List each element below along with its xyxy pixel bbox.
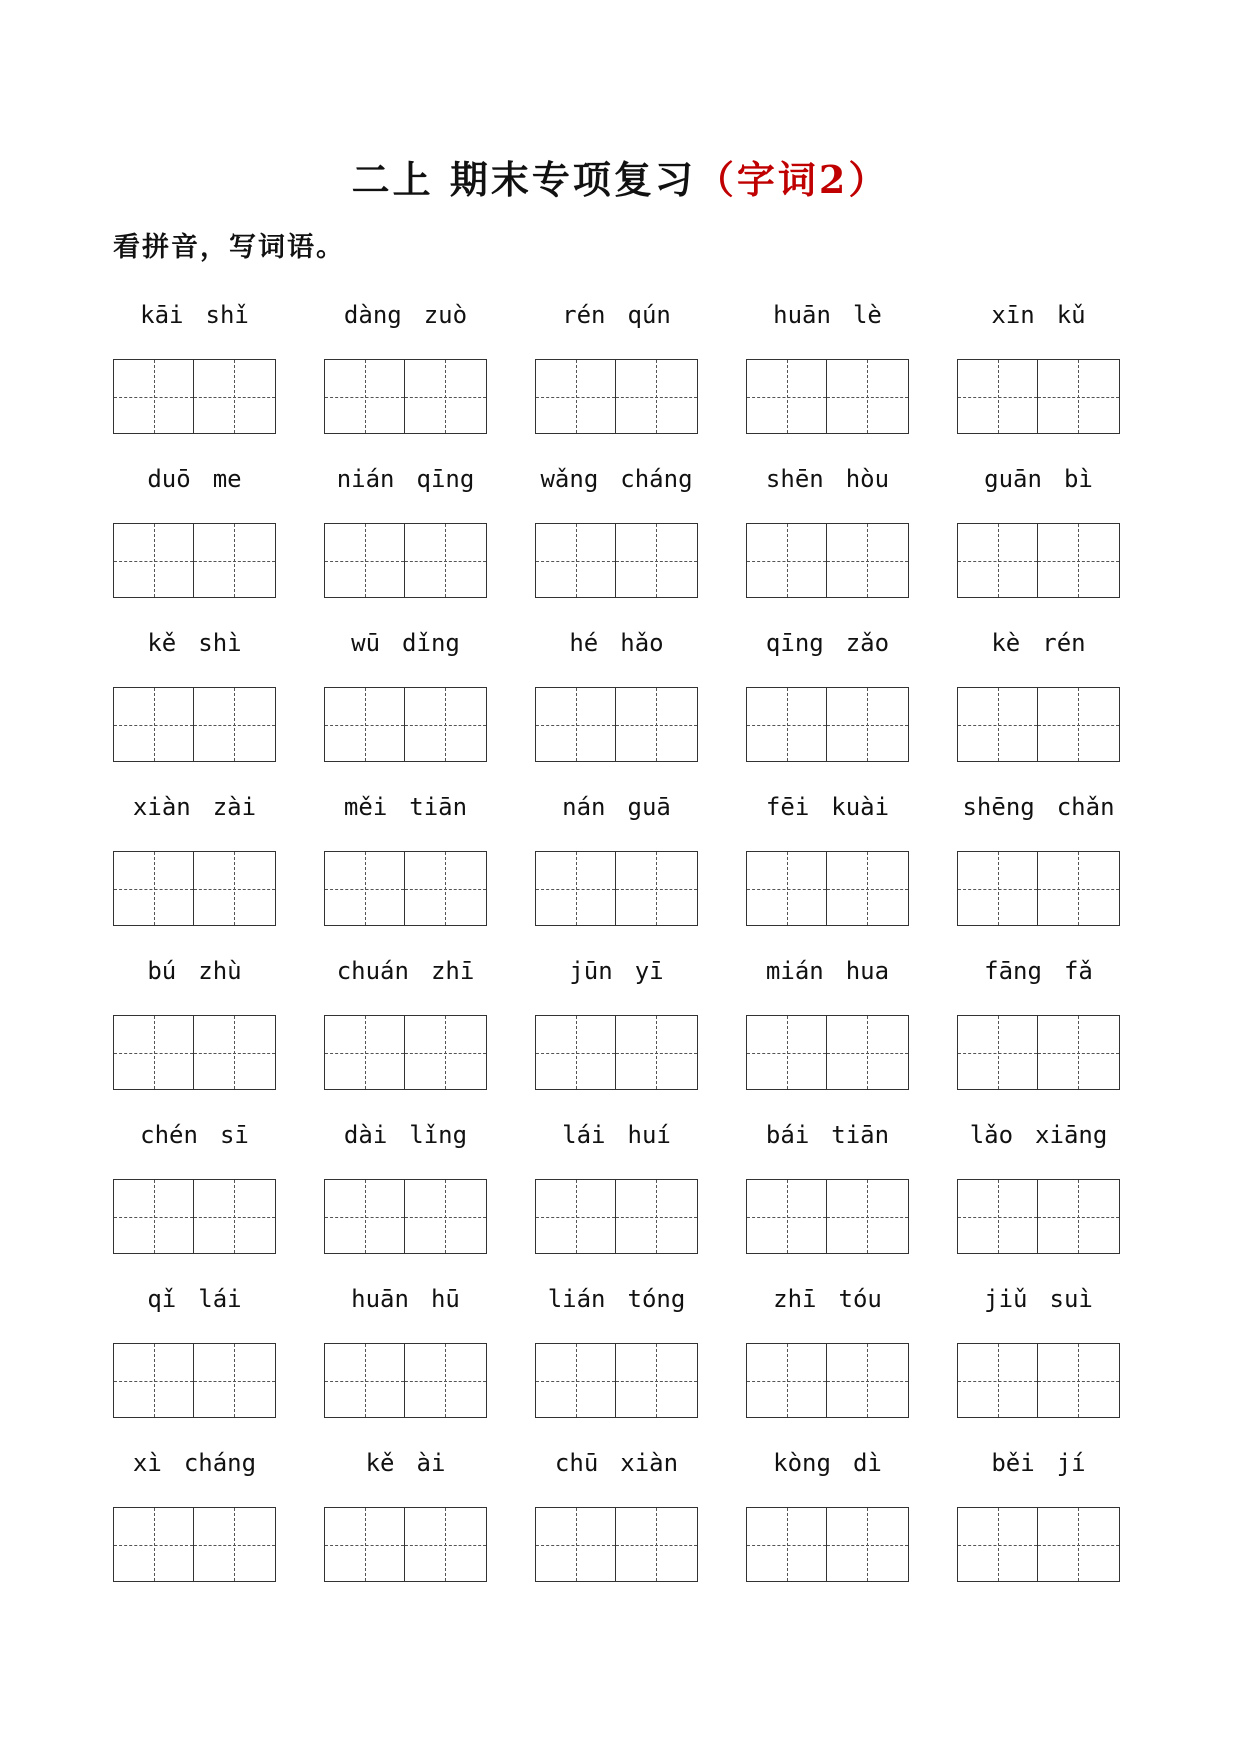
pinyin-syllable: dài (343, 1121, 388, 1149)
tianzige-box[interactable] (324, 1179, 405, 1254)
pinyin-label (736, 1274, 919, 1324)
pinyin-syllable: rén (562, 301, 606, 329)
pinyin-label (103, 290, 286, 340)
word-item (746, 1274, 909, 1438)
pinyin-syllable: hòu (845, 465, 890, 493)
tianzige-box[interactable] (535, 1179, 616, 1254)
word-item (535, 1110, 698, 1274)
pinyin-label (314, 782, 497, 832)
pinyin-syllable: zuò (423, 301, 468, 329)
tianzige-box[interactable] (826, 1507, 910, 1582)
pinyin-syllable: rén (1042, 629, 1086, 657)
word-item (535, 618, 698, 782)
writing-boxes (535, 1343, 698, 1418)
pinyin-syllable: lái (198, 1285, 242, 1313)
pinyin-label (736, 1438, 919, 1488)
tianzige-box[interactable] (535, 1343, 616, 1418)
pinyin-syllable: shì (198, 629, 242, 657)
tianzige-box[interactable] (113, 851, 194, 926)
tianzige-box[interactable] (615, 687, 699, 762)
title-main: 二上 期末专项复习 (351, 157, 696, 202)
pinyin-label (314, 1274, 497, 1324)
instruction-text: 看拼音，写词语。 (113, 232, 345, 263)
tianzige-box[interactable] (193, 359, 277, 434)
tianzige-box[interactable] (746, 1015, 827, 1090)
tianzige-box[interactable] (1037, 1343, 1121, 1418)
word-item (113, 1438, 276, 1602)
pinyin-syllable: bái (765, 1121, 810, 1149)
writing-boxes (957, 523, 1120, 598)
pinyin-syllable: wǎng (540, 465, 599, 493)
pinyin-label (947, 454, 1130, 504)
word-item (113, 1274, 276, 1438)
writing-boxes (324, 523, 487, 598)
tianzige-box[interactable] (324, 1015, 405, 1090)
page-title (0, 154, 1241, 206)
tianzige-box[interactable] (957, 1507, 1038, 1582)
tianzige-box[interactable] (113, 1507, 194, 1582)
writing-boxes (957, 851, 1120, 926)
writing-boxes (746, 359, 909, 434)
pinyin-syllable: bú (147, 957, 177, 985)
writing-boxes (746, 1179, 909, 1254)
writing-boxes (746, 687, 909, 762)
pinyin-label (314, 290, 497, 340)
pinyin-label (947, 782, 1130, 832)
writing-boxes (535, 1015, 698, 1090)
word-item (746, 946, 909, 1110)
pinyin-label (314, 946, 497, 996)
word-item (324, 454, 487, 618)
pinyin-syllable: duō (147, 465, 191, 493)
pinyin-label (314, 1110, 497, 1160)
pinyin-syllable: jūn (569, 957, 613, 985)
pinyin-syllable: guā (627, 793, 671, 821)
writing-boxes (746, 1343, 909, 1418)
tianzige-box[interactable] (113, 523, 194, 598)
pinyin-label (314, 1438, 497, 1488)
writing-boxes (957, 1507, 1120, 1582)
word-item (957, 454, 1120, 618)
tianzige-box[interactable] (957, 1343, 1038, 1418)
pinyin-syllable: zhù (198, 957, 242, 985)
writing-boxes (535, 523, 698, 598)
tianzige-box[interactable] (404, 359, 488, 434)
tianzige-box[interactable] (746, 851, 827, 926)
tianzige-box[interactable] (193, 1179, 277, 1254)
pinyin-syllable: chuán (336, 957, 409, 985)
pinyin-label (947, 1110, 1130, 1160)
pinyin-label (103, 454, 286, 504)
pinyin-syllable: hua (845, 957, 890, 985)
writing-boxes (535, 851, 698, 926)
pinyin-label (736, 946, 919, 996)
pinyin-syllable: qǐ (147, 1285, 177, 1313)
pinyin-syllable: cháng (620, 465, 693, 493)
pinyin-syllable: kòng (773, 1449, 831, 1477)
pinyin-syllable: zhī (773, 1285, 817, 1313)
pinyin-syllable: hū (430, 1285, 460, 1313)
pinyin-syllable: kě (147, 629, 177, 657)
writing-boxes (535, 1179, 698, 1254)
tianzige-box[interactable] (957, 523, 1038, 598)
tianzige-box[interactable] (1037, 1507, 1121, 1582)
writing-boxes (957, 1179, 1120, 1254)
pinyin-syllable: fāng (984, 957, 1042, 985)
pinyin-syllable: xiāng (1035, 1121, 1108, 1149)
pinyin-syllable: cháng (183, 1449, 257, 1477)
pinyin-syllable: jí (1056, 1449, 1086, 1477)
writing-boxes (746, 523, 909, 598)
word-item (746, 782, 909, 946)
tianzige-box[interactable] (535, 687, 616, 762)
pinyin-label (525, 618, 708, 668)
writing-boxes (324, 851, 487, 926)
pinyin-label (525, 946, 708, 996)
word-item (746, 1438, 909, 1602)
pinyin-syllable: nán (562, 793, 606, 821)
pinyin-syllable: běi (991, 1449, 1035, 1477)
tianzige-box[interactable] (957, 1015, 1038, 1090)
word-item (535, 1438, 698, 1602)
pinyin-syllable: dǐng (402, 629, 460, 657)
tianzige-box[interactable] (957, 1179, 1038, 1254)
pinyin-syllable: zhī (430, 957, 475, 985)
tianzige-box[interactable] (404, 1179, 488, 1254)
word-item (957, 1438, 1120, 1602)
tianzige-box[interactable] (615, 1179, 699, 1254)
tianzige-box[interactable] (193, 1343, 277, 1418)
pinyin-syllable: huí (627, 1121, 671, 1149)
tianzige-box[interactable] (193, 1015, 277, 1090)
tianzige-box[interactable] (746, 1507, 827, 1582)
pinyin-syllable: xīn (991, 301, 1035, 329)
tianzige-box[interactable] (746, 523, 827, 598)
pinyin-syllable: huān (351, 1285, 409, 1313)
pinyin-label (947, 618, 1130, 668)
pinyin-syllable: chǎn (1056, 793, 1115, 821)
word-item (535, 946, 698, 1110)
word-grid (113, 290, 1123, 1602)
writing-boxes (113, 359, 276, 434)
pinyin-syllable: hé (569, 629, 599, 657)
tianzige-box[interactable] (193, 1507, 277, 1582)
writing-boxes (746, 851, 909, 926)
pinyin-syllable: lè (852, 301, 882, 329)
writing-boxes (113, 687, 276, 762)
tianzige-box[interactable] (826, 851, 910, 926)
writing-boxes (957, 359, 1120, 434)
pinyin-syllable: xiàn (132, 793, 191, 821)
tianzige-box[interactable] (615, 851, 699, 926)
tianzige-box[interactable] (404, 1343, 488, 1418)
tianzige-box[interactable] (113, 359, 194, 434)
word-item (324, 290, 487, 454)
pinyin-syllable: fǎ (1063, 957, 1093, 985)
tianzige-box[interactable] (404, 1507, 488, 1582)
pinyin-syllable: xì (132, 1449, 162, 1477)
tianzige-box[interactable] (615, 1343, 699, 1418)
pinyin-syllable: wū (351, 629, 381, 657)
pinyin-syllable: shēn (765, 465, 824, 493)
pinyin-label (525, 290, 708, 340)
tianzige-box[interactable] (404, 523, 488, 598)
pinyin-syllable: qīng (416, 465, 475, 493)
word-item (324, 1110, 487, 1274)
pinyin-syllable: zǎo (845, 629, 890, 657)
pinyin-syllable: jiǔ (984, 1285, 1028, 1313)
word-item (113, 290, 276, 454)
writing-boxes (113, 1507, 276, 1582)
word-item (113, 618, 276, 782)
writing-boxes (113, 1015, 276, 1090)
writing-boxes (324, 1179, 487, 1254)
pinyin-syllable: qīng (765, 629, 824, 657)
pinyin-syllable: mián (765, 957, 824, 985)
tianzige-box[interactable] (746, 359, 827, 434)
tianzige-box[interactable] (1037, 1179, 1121, 1254)
tianzige-box[interactable] (957, 359, 1038, 434)
pinyin-label (947, 290, 1130, 340)
pinyin-syllable: zài (212, 793, 257, 821)
word-item (957, 290, 1120, 454)
pinyin-label (525, 1274, 708, 1324)
pinyin-label (525, 782, 708, 832)
word-item (746, 1110, 909, 1274)
writing-boxes (535, 359, 698, 434)
word-item (535, 290, 698, 454)
pinyin-label (736, 618, 919, 668)
word-item (324, 946, 487, 1110)
pinyin-label (736, 782, 919, 832)
writing-boxes (324, 1015, 487, 1090)
tianzige-box[interactable] (193, 851, 277, 926)
tianzige-box[interactable] (113, 1015, 194, 1090)
pinyin-syllable: měi (343, 793, 388, 821)
tianzige-box[interactable] (957, 851, 1038, 926)
tianzige-box[interactable] (404, 687, 488, 762)
pinyin-syllable: guān (984, 465, 1042, 493)
word-item (746, 290, 909, 454)
writing-boxes (113, 1343, 276, 1418)
tianzige-box[interactable] (193, 687, 277, 762)
pinyin-syllable: hǎo (620, 629, 664, 657)
tianzige-box[interactable] (746, 687, 827, 762)
tianzige-box[interactable] (615, 1015, 699, 1090)
pinyin-syllable: dì (852, 1449, 882, 1477)
writing-boxes (746, 1015, 909, 1090)
pinyin-label (947, 1438, 1130, 1488)
pinyin-label (736, 290, 919, 340)
word-item (535, 454, 698, 618)
tianzige-box[interactable] (535, 523, 616, 598)
pinyin-syllable: dàng (343, 301, 402, 329)
pinyin-label (736, 454, 919, 504)
pinyin-syllable: qún (627, 301, 671, 329)
writing-boxes (113, 1179, 276, 1254)
pinyin-syllable: kāi (140, 301, 184, 329)
tianzige-box[interactable] (324, 359, 405, 434)
tianzige-box[interactable] (535, 851, 616, 926)
pinyin-label (947, 1274, 1130, 1324)
writing-boxes (746, 1507, 909, 1582)
writing-boxes (324, 687, 487, 762)
tianzige-box[interactable] (535, 1507, 616, 1582)
tianzige-box[interactable] (324, 687, 405, 762)
pinyin-syllable: kǔ (1056, 301, 1086, 329)
pinyin-syllable: xiàn (620, 1449, 679, 1477)
writing-boxes (113, 523, 276, 598)
pinyin-label (103, 1274, 286, 1324)
tianzige-box[interactable] (746, 1343, 827, 1418)
pinyin-syllable: tóu (838, 1285, 882, 1313)
writing-boxes (957, 687, 1120, 762)
tianzige-box[interactable] (404, 1015, 488, 1090)
tianzige-box[interactable] (113, 1343, 194, 1418)
writing-boxes (113, 851, 276, 926)
writing-boxes (957, 1343, 1120, 1418)
tianzige-box[interactable] (826, 1015, 910, 1090)
tianzige-box[interactable] (615, 1507, 699, 1582)
tianzige-box[interactable] (324, 523, 405, 598)
pinyin-syllable: ài (416, 1449, 446, 1477)
word-item (113, 782, 276, 946)
word-item (746, 618, 909, 782)
tianzige-box[interactable] (1037, 1015, 1121, 1090)
pinyin-label (103, 782, 286, 832)
word-item (324, 618, 487, 782)
tianzige-box[interactable] (324, 1343, 405, 1418)
writing-boxes (324, 359, 487, 434)
tianzige-box[interactable] (615, 523, 699, 598)
writing-boxes (535, 1507, 698, 1582)
pinyin-syllable: shēng (962, 793, 1035, 821)
word-item (957, 946, 1120, 1110)
pinyin-syllable: huān (773, 301, 831, 329)
word-item (957, 1274, 1120, 1438)
pinyin-label (525, 1110, 708, 1160)
word-item (535, 1274, 698, 1438)
tianzige-box[interactable] (113, 1179, 194, 1254)
writing-boxes (324, 1343, 487, 1418)
tianzige-box[interactable] (957, 687, 1038, 762)
pinyin-syllable: lián (547, 1285, 606, 1313)
pinyin-syllable: kě (365, 1449, 395, 1477)
tianzige-box[interactable] (1037, 523, 1121, 598)
tianzige-box[interactable] (535, 359, 616, 434)
pinyin-syllable: tiān (409, 793, 468, 821)
tianzige-box[interactable] (826, 523, 910, 598)
pinyin-label (103, 1110, 286, 1160)
tianzige-box[interactable] (324, 851, 405, 926)
tianzige-box[interactable] (535, 1015, 616, 1090)
word-item (535, 782, 698, 946)
tianzige-box[interactable] (826, 1343, 910, 1418)
pinyin-syllable: lǐng (409, 1121, 468, 1149)
pinyin-syllable: chū (554, 1449, 599, 1477)
pinyin-label (103, 618, 286, 668)
pinyin-syllable: tóng (627, 1285, 686, 1313)
word-item (746, 454, 909, 618)
pinyin-syllable: tiān (831, 1121, 890, 1149)
word-item (957, 782, 1120, 946)
pinyin-syllable: lǎo (969, 1121, 1014, 1149)
pinyin-syllable: yī (634, 957, 664, 985)
tianzige-box[interactable] (404, 851, 488, 926)
pinyin-label (103, 1438, 286, 1488)
tianzige-box[interactable] (615, 359, 699, 434)
word-item (324, 782, 487, 946)
writing-boxes (957, 1015, 1120, 1090)
title-accent: （字词2） (695, 157, 890, 202)
pinyin-label (525, 454, 708, 504)
writing-boxes (535, 687, 698, 762)
pinyin-syllable: me (212, 465, 242, 493)
pinyin-syllable: suì (1049, 1285, 1093, 1313)
tianzige-box[interactable] (746, 1179, 827, 1254)
word-item (957, 618, 1120, 782)
tianzige-box[interactable] (193, 523, 277, 598)
pinyin-label (314, 618, 497, 668)
pinyin-syllable: nián (336, 465, 395, 493)
writing-boxes (324, 1507, 487, 1582)
word-item (113, 946, 276, 1110)
pinyin-syllable: chén (140, 1121, 198, 1149)
word-item (113, 454, 276, 618)
tianzige-box[interactable] (1037, 359, 1121, 434)
tianzige-box[interactable] (826, 359, 910, 434)
pinyin-label (525, 1438, 708, 1488)
word-item (324, 1438, 487, 1602)
pinyin-syllable: kuài (831, 793, 890, 821)
word-item (957, 1110, 1120, 1274)
tianzige-box[interactable] (826, 687, 910, 762)
tianzige-box[interactable] (826, 1179, 910, 1254)
pinyin-syllable: sī (219, 1121, 249, 1149)
tianzige-box[interactable] (1037, 687, 1121, 762)
word-item (113, 1110, 276, 1274)
tianzige-box[interactable] (1037, 851, 1121, 926)
pinyin-syllable: bì (1063, 465, 1093, 493)
pinyin-syllable: kè (991, 629, 1021, 657)
tianzige-box[interactable] (324, 1507, 405, 1582)
pinyin-label (736, 1110, 919, 1160)
pinyin-label (314, 454, 497, 504)
pinyin-syllable: fēi (765, 793, 810, 821)
word-item (324, 1274, 487, 1438)
pinyin-syllable: shǐ (205, 301, 249, 329)
pinyin-syllable: lái (562, 1121, 606, 1149)
tianzige-box[interactable] (113, 687, 194, 762)
pinyin-label (103, 946, 286, 996)
pinyin-label (947, 946, 1130, 996)
